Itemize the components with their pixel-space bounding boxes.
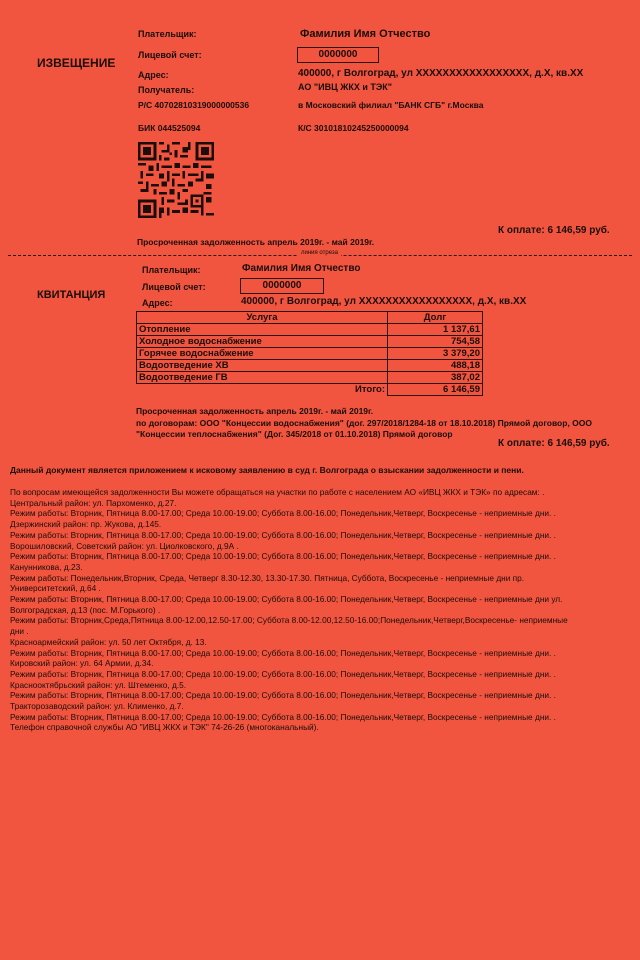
appendix-note: Данный документ является приложением к исковому заявлению в суд г. Волгограда о взыскании задолженности и пени. bbox=[10, 465, 524, 475]
info-line: Центральный район: ул. Пархоменко, д.27. bbox=[10, 497, 177, 508]
debt-value: 488,18 bbox=[388, 360, 483, 372]
table-row bbox=[137, 348, 483, 360]
notice-payer-name: Фамилия Имя Отчество bbox=[300, 28, 431, 40]
info-line: Тракторозаводский район: ул. Клименко, д.7. bbox=[10, 701, 184, 712]
table-row bbox=[137, 372, 483, 384]
receipt-account-label: Лицевой счет: bbox=[142, 282, 206, 292]
total-label: Итого: bbox=[355, 384, 385, 396]
receipt-to-pay: К оплате: 6 146,59 руб. bbox=[498, 438, 610, 449]
info-line: Дзержинский район: пр. Жукова, д.145. bbox=[10, 519, 162, 530]
debt-table-header bbox=[137, 312, 483, 324]
notice-overdue: Просроченная задолженность апрель 2019г. - май 2019г. bbox=[137, 237, 375, 247]
total-value: 6 146,59 bbox=[388, 384, 483, 396]
notice-rs: Р/С 40702810319000000536 bbox=[138, 100, 250, 110]
col-debt-header: Долг bbox=[388, 312, 483, 324]
table-total-row bbox=[137, 384, 483, 396]
receipt-overdue: Просроченная задолженность апрель 2019г. - май 2019г. bbox=[136, 406, 374, 416]
notice-bank: в Московский филиал "БАНК СГБ" г.Москва bbox=[298, 100, 484, 110]
receipt-payer-name: Фамилия Имя Отчество bbox=[242, 263, 361, 274]
office-info-block bbox=[10, 487, 635, 733]
service-name: Водоотведение ГВ bbox=[137, 372, 388, 384]
info-line: Режим работы: Вторник, Пятница 8.00-17.00; Среда 10.00-19.00; Суббота 8.00-16.00; Понедельник,Четверг, Воскресенье - неприемные дни. . bbox=[10, 551, 556, 562]
debt-value: 387,02 bbox=[388, 372, 483, 384]
qr-code-icon bbox=[138, 142, 214, 218]
debt-table bbox=[136, 311, 483, 396]
table-row bbox=[137, 324, 483, 336]
info-line: Режим работы: Вторник, Пятница 8.00-17.00; Среда 10.00-19.00; Суббота 8.00-16.00; Понедельник,Четверг, Воскресенье - неприемные дни. . bbox=[10, 647, 556, 658]
receipt-address-value: 400000, г Волгоград, ул XXXXXXXXXXXXXXXXX, д.Х, кв.ХХ bbox=[241, 296, 527, 307]
service-name: Водоотведение ХВ bbox=[137, 360, 388, 372]
notice-account-label: Лицевой счет: bbox=[138, 50, 202, 60]
debt-value: 3 379,20 bbox=[388, 348, 483, 360]
notice-bik: БИК 044525094 bbox=[138, 123, 201, 133]
notice-account-box: 0000000 bbox=[297, 47, 379, 63]
info-line: Красноармейский район: ул. 50 лет Октября, д. 13. bbox=[10, 636, 207, 647]
notice-recipient-value: АО "ИВЦ ЖКХ и ТЭК" bbox=[298, 82, 393, 92]
receipt-contracts-line1: по договорам: ООО "Концессии водоснабжения" (дог. 297/2018/1284-18 от 18.10.2018) Прямой договор, ООО bbox=[136, 418, 593, 428]
info-line: Режим работы: Вторник,Среда,Пятница 8.00-12.00,12.50-17.00; Суббота 8.00-12.00,12.50-16.00;Понедельник,Четверг,Воскресенье- неприемные bbox=[10, 615, 568, 626]
info-line: По вопросам имеющейся задолженности Вы можете обращаться на участки по работе с населением АО «ИВЦ ЖКХ и ТЭК» по адресам: . bbox=[10, 487, 545, 497]
col-service-header: Услуга bbox=[137, 312, 388, 324]
notice-payer-label: Плательщик: bbox=[138, 29, 197, 39]
info-line: Режим работы: Вторник, Пятница 8.00-17.00; Среда 10.00-19.00; Суббота 8.00-16.00; Понедельник,Четверг, Воскресенье - неприемные дни. . bbox=[10, 711, 556, 722]
info-line: Режим работы: Вторник, Пятница 8.00-17.00; Среда 10.00-19.00; Суббота 8.00-16.00; Понедельник,Четверг, Воскресенье - неприемные дни. . bbox=[10, 668, 556, 679]
info-line: Кировский район: ул. 64 Армии, д.34. bbox=[10, 658, 154, 669]
debt-value: 1 137,61 bbox=[388, 324, 483, 336]
info-line: Режим работы: Понедельник,Вторник, Среда, Четверг 8.30-12.30, 13.30-17.30. Пятница, Суббота, Воскресенье - неприемные дни пр. bbox=[10, 572, 525, 583]
notice-ks: К/С 30101810245250000094 bbox=[298, 123, 409, 133]
info-line: Краснооктябрьский район: ул. Штеменко, д.5. bbox=[10, 679, 187, 690]
receipt-account-box: 0000000 bbox=[240, 278, 324, 294]
receipt-payer-label: Плательщик: bbox=[142, 265, 201, 275]
info-line: дни . bbox=[10, 626, 29, 637]
info-line: Режим работы: Вторник, Пятница 8.00-17.00; Среда 10.00-19.00; Суббота 8.00-16.00; Понедельник,Четверг, Воскресенье - неприемные дни. . bbox=[10, 508, 556, 519]
info-line: Режим работы: Вторник, Пятница 8.00-17.00; Среда 10.00-19.00; Суббота 8.00-16.00; Понедельник,Четверг, Воскресенье - неприемные дни. . bbox=[10, 529, 556, 540]
service-name: Холодное водоснабжение bbox=[137, 336, 388, 348]
receipt-section-label: КВИТАНЦИЯ bbox=[37, 289, 106, 301]
cut-line-label: линия отреза bbox=[298, 250, 341, 256]
notice-section-label: ИЗВЕЩЕНИЕ bbox=[37, 56, 116, 70]
notice-address-label: Адрес: bbox=[138, 70, 169, 80]
table-row bbox=[137, 336, 483, 348]
service-name: Отопление bbox=[137, 324, 388, 336]
info-line: Канунникова, д.23. bbox=[10, 561, 83, 572]
table-row bbox=[137, 360, 483, 372]
service-name: Горячее водоснабжение bbox=[137, 348, 388, 360]
notice-to-pay: К оплате: 6 146,59 руб. bbox=[498, 225, 610, 236]
notice-recipient-label: Получатель: bbox=[138, 85, 195, 95]
info-line: Телефон справочной службы АО "ИВЦ ЖКХ и ТЭК" 74-26-26 (многоканальный). bbox=[10, 722, 319, 733]
receipt-address-label: Адрес: bbox=[142, 298, 173, 308]
info-line: Режим работы: Вторник, Пятница 8.00-17.00; Среда 10.00-19.00; Суббота 8.00-16.00; Понедельник,Четверг, Воскресенье - неприемные дни. . bbox=[10, 690, 556, 701]
info-line: Режим работы: Вторник, Пятница 8.00-17.00; Среда 10.00-19.00; Суббота 8.00-16.00; Понедельник,Четверг, Воскресенье - неприемные дни ул. bbox=[10, 594, 563, 605]
notice-address-value: 400000, г Волгоград, ул XXXXXXXXXXXXXXXXX, д.Х, кв.ХХ bbox=[298, 68, 584, 79]
receipt-contracts-line2: "Концессии теплоснабжения" (Дог. 345/2018 от 01.10.2018) Прямой договор bbox=[136, 429, 453, 439]
info-line: Ворошиловский, Советский район: ул. Циолковского, д.9А . bbox=[10, 540, 239, 551]
info-line: Университетский, д.64 . bbox=[10, 583, 101, 594]
info-line: Волгоградская, д.13 (пос. М.Горького) . bbox=[10, 604, 161, 615]
debt-value: 754,58 bbox=[388, 336, 483, 348]
